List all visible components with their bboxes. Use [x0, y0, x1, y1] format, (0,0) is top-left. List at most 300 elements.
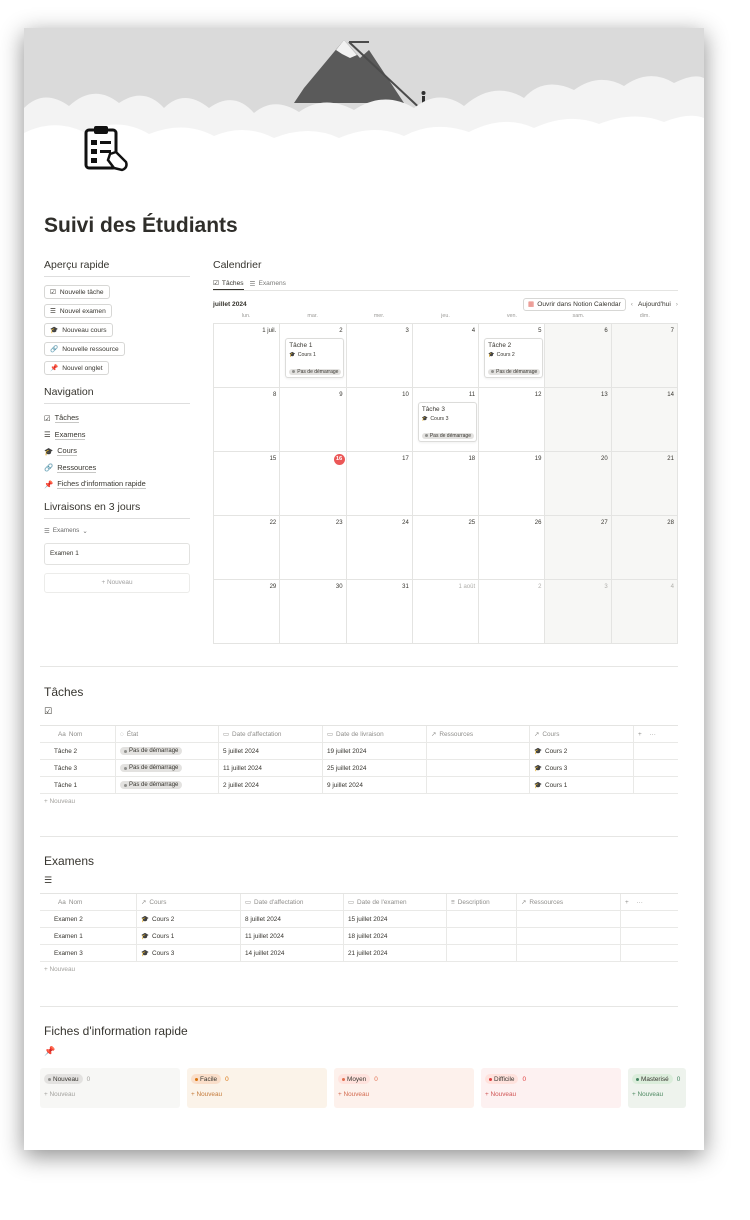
notion-page — [24, 28, 704, 1150]
new-resource-label: Nouvelle ressource — [62, 345, 119, 353]
calendar-day[interactable] — [479, 388, 545, 452]
cell-etat[interactable] — [116, 777, 219, 793]
pin-icon: 📌 — [44, 1046, 56, 1056]
calendar-month: juillet 2024 — [213, 300, 247, 308]
event-course — [422, 416, 473, 422]
status-badge — [120, 747, 182, 755]
new-course-button[interactable] — [44, 323, 113, 337]
day-number: 3 — [604, 584, 608, 590]
new-row-button[interactable]: + Nouveau — [44, 797, 76, 805]
relation-arrow-icon: ↗ — [141, 899, 147, 906]
column-count: 0 — [676, 1075, 681, 1083]
deliveries-view-tab[interactable] — [44, 523, 190, 539]
column-label: Date d'affectation — [254, 898, 304, 906]
examens-heading: Examens — [44, 854, 95, 868]
list-edit-icon: ☰ — [44, 527, 50, 535]
new-card-button[interactable]: + Nouveau — [632, 1091, 664, 1098]
day-number: 4 — [670, 584, 674, 590]
day-number: 19 — [534, 456, 542, 462]
day-number: 8 — [272, 392, 277, 398]
list-edit-icon: ☰ — [249, 280, 256, 288]
table-row[interactable] — [40, 777, 678, 794]
calendar-day[interactable] — [545, 452, 611, 516]
column-label: Date d'affectation — [232, 730, 282, 738]
table-row[interactable] — [40, 760, 678, 777]
tab-label: Tâches — [221, 279, 244, 287]
column-label: Nom — [68, 730, 83, 738]
new-task-button[interactable] — [44, 285, 110, 299]
day-number: 15 — [269, 456, 277, 462]
column-header — [485, 1072, 617, 1086]
calendar-day[interactable] — [413, 452, 479, 516]
calendar-day[interactable] — [214, 324, 280, 388]
tag-dot — [636, 1078, 639, 1081]
cell-cours[interactable] — [530, 760, 634, 776]
column-header-nom[interactable] — [40, 726, 116, 742]
pin-icon: 📌 — [50, 365, 59, 372]
nav-item-cours[interactable] — [44, 443, 190, 460]
title-icon: Aa — [58, 898, 66, 906]
nav-item-label: Fiches d'information rapide — [57, 479, 146, 489]
calendar-day[interactable] — [479, 580, 545, 644]
calendar-day[interactable] — [545, 388, 611, 452]
column-label: État — [126, 730, 139, 738]
day-number: 11 — [468, 392, 476, 398]
new-card-button[interactable]: + Nouveau — [338, 1091, 370, 1098]
column-header-ressources[interactable] — [427, 726, 530, 742]
tag-label: Nouveau — [53, 1075, 79, 1083]
check-square-icon: ☑ — [213, 280, 219, 287]
calendar-day[interactable] — [347, 516, 413, 580]
nav-item-taches[interactable] — [44, 410, 190, 427]
day-number: 31 — [402, 584, 409, 590]
new-row-button[interactable]: + Nouveau — [44, 965, 76, 973]
calendar-heading: Calendrier — [213, 259, 262, 271]
calendar-day[interactable] — [479, 452, 545, 516]
status-label: Pas de démarrage — [129, 748, 179, 754]
day-number: 26 — [534, 520, 542, 526]
nav-item-fiches[interactable] — [44, 476, 190, 493]
event-card-tache-3[interactable] — [418, 402, 477, 442]
open-notion-calendar-button[interactable] — [523, 298, 626, 311]
column-label: Cours — [149, 898, 167, 906]
cell-cours[interactable] — [530, 777, 634, 793]
event-title: Tâche 2 — [488, 342, 512, 349]
check-square-icon: ☑ — [44, 706, 53, 716]
calendar-day[interactable] — [214, 388, 280, 452]
add-column-button[interactable] — [634, 726, 678, 742]
column-header-cours[interactable] — [530, 726, 634, 742]
new-tab-button[interactable] — [44, 361, 109, 375]
day-number: 2 — [339, 328, 343, 334]
divider — [40, 1006, 678, 1007]
delivery-new-button[interactable]: + Nouveau — [44, 573, 190, 593]
day-number: 13 — [601, 392, 608, 398]
check-square-icon: ☑ — [50, 289, 56, 296]
board-column-facile — [187, 1068, 327, 1108]
deliveries-heading: Livraisons en 3 jours — [44, 501, 190, 519]
calendar-day[interactable] — [280, 580, 346, 644]
column-tag[interactable] — [44, 1074, 83, 1084]
cell-cours[interactable] — [137, 911, 241, 927]
column-tag[interactable] — [485, 1074, 518, 1084]
calendar-day[interactable] — [280, 516, 346, 580]
add-column-button[interactable] — [621, 894, 678, 910]
calendar-day[interactable] — [413, 516, 479, 580]
calendar-day[interactable] — [612, 388, 678, 452]
cours-link: Cours 3 — [151, 949, 175, 957]
status-label: Pas de démarrage — [496, 368, 538, 375]
weekday-label: lun. — [241, 313, 251, 319]
column-header — [338, 1072, 470, 1086]
tag-label: Facile — [200, 1075, 218, 1083]
new-card-button[interactable]: + Nouveau — [485, 1091, 517, 1098]
tag-dot — [48, 1078, 51, 1081]
today-button[interactable]: Aujourd'hui — [638, 300, 671, 308]
day-number: 6 — [604, 328, 608, 334]
graduation-cap-icon: 🎓 — [534, 765, 542, 772]
day-number: 18 — [468, 456, 476, 462]
column-tag[interactable] — [632, 1074, 673, 1084]
event-title: Tâche 1 — [289, 342, 313, 349]
calendar-icon: ▭ — [245, 899, 252, 906]
cell-empty — [634, 743, 678, 759]
cours-link: Cours 2 — [151, 915, 175, 923]
calendar-day[interactable] — [413, 388, 479, 452]
new-tab-label: Nouvel onglet — [62, 364, 103, 372]
column-header — [191, 1072, 323, 1086]
calendar-day[interactable] — [545, 580, 611, 644]
column-label: Cours — [542, 730, 560, 738]
column-header-date-affectation[interactable] — [241, 894, 344, 910]
cell-description[interactable] — [447, 911, 517, 927]
status-dot — [292, 370, 295, 373]
event-card-tache-2[interactable] — [484, 338, 543, 378]
cell-nom[interactable]: Tâche 1 — [40, 777, 116, 793]
column-label: Date de l'examen — [357, 898, 407, 906]
cell-etat[interactable] — [116, 760, 219, 776]
cell-nom[interactable]: Examen 3 — [40, 945, 137, 961]
graduation-cap-icon: 🎓 — [534, 748, 542, 755]
fiches-board — [40, 1068, 704, 1108]
new-course-label: Nouveau cours — [62, 326, 107, 334]
calendar-tabs — [213, 277, 678, 291]
day-number: 10 — [402, 392, 409, 398]
plus-icon: + — [625, 898, 629, 906]
tag-dot — [342, 1078, 345, 1081]
status-label: Pas de démarrage — [429, 432, 471, 439]
list-edit-icon: ☰ — [44, 430, 51, 440]
status-badge — [120, 764, 182, 772]
cell-etat[interactable] — [116, 743, 219, 759]
cell-date-affectation[interactable]: 8 juillet 2024 — [241, 911, 344, 927]
check-square-icon: ☑ — [44, 413, 51, 423]
cell-date-livraison[interactable]: 25 juillet 2024 — [323, 760, 427, 776]
calendar-day[interactable] — [347, 452, 413, 516]
cell-date-affectation[interactable]: 11 juillet 2024 — [241, 928, 344, 944]
cell-nom[interactable]: Examen 2 — [40, 911, 137, 927]
cell-date-livraison[interactable]: 9 juillet 2024 — [323, 777, 427, 793]
calendar-day[interactable] — [479, 516, 545, 580]
day-number: 1 juil. — [262, 328, 277, 334]
divider — [40, 666, 678, 667]
cell-ressources[interactable] — [427, 760, 530, 776]
event-course-label: Cours 1 — [297, 352, 316, 358]
day-number: 4 — [471, 328, 476, 334]
status-badge — [488, 369, 540, 375]
tag-dot — [489, 1078, 492, 1081]
calendar-day[interactable] — [612, 452, 678, 516]
day-number: 3 — [405, 328, 409, 334]
plus-icon: + — [638, 730, 642, 738]
nav-item-ressources[interactable] — [44, 460, 190, 477]
cell-date-affectation[interactable]: 14 juillet 2024 — [241, 945, 344, 961]
graduation-cap-icon: 🎓 — [44, 446, 54, 456]
clipboard-icon — [82, 124, 132, 174]
cell-date-examen[interactable]: 18 juillet 2024 — [344, 928, 447, 944]
event-card-tache-1[interactable] — [285, 338, 344, 378]
cell-ressources[interactable] — [517, 945, 621, 961]
calendar-day[interactable] — [479, 324, 545, 388]
column-header — [632, 1072, 682, 1086]
event-course-label: Cours 3 — [430, 416, 449, 422]
weekday-label: mar. — [307, 313, 318, 319]
day-number: 7 — [670, 328, 674, 334]
day-number: 20 — [601, 456, 608, 462]
status-dot — [124, 767, 127, 770]
weekday-label: jeu. — [441, 313, 450, 319]
calendar-day[interactable] — [612, 580, 678, 644]
cell-date-affectation[interactable]: 2 juillet 2024 — [219, 777, 323, 793]
status-icon: ◌ — [120, 730, 124, 738]
more-icon: ··· — [636, 898, 643, 906]
column-label: Ressources — [529, 898, 564, 906]
graduation-cap-icon: 🎓 — [488, 352, 495, 358]
calendar-controls — [523, 298, 678, 311]
calendar-day[interactable] — [413, 580, 479, 644]
calendar-icon: ▦ — [528, 301, 535, 308]
cell-date-affectation[interactable]: 5 juillet 2024 — [219, 743, 323, 759]
cell-ressources[interactable] — [427, 743, 530, 759]
more-icon: ··· — [649, 730, 656, 738]
cell-cours[interactable] — [137, 945, 241, 961]
calendar-day[interactable] — [612, 516, 678, 580]
column-header-cours[interactable] — [137, 894, 241, 910]
column-count: 0 — [225, 1075, 229, 1083]
graduation-cap-icon: 🎓 — [141, 916, 149, 923]
pin-icon: 📌 — [44, 479, 54, 489]
cell-nom[interactable]: Tâche 2 — [40, 743, 116, 759]
chevron-down-icon: ⌄ — [82, 527, 88, 535]
day-number: 22 — [269, 520, 277, 526]
column-label: Date de livraison — [336, 730, 384, 738]
cours-link: Cours 1 — [544, 781, 568, 789]
fiches-heading: Fiches d'information rapide — [44, 1024, 188, 1038]
column-label: Description — [457, 898, 490, 906]
cell-date-affectation[interactable]: 11 juillet 2024 — [219, 760, 323, 776]
event-course — [289, 352, 340, 358]
cell-date-livraison[interactable]: 19 juillet 2024 — [323, 743, 427, 759]
table-header — [40, 726, 678, 743]
calendar-day[interactable] — [347, 324, 413, 388]
cell-cours[interactable] — [137, 928, 241, 944]
calendar-icon: ▭ — [348, 899, 355, 906]
event-course-label: Cours 2 — [496, 352, 515, 358]
calendar-day[interactable] — [612, 324, 678, 388]
table-row[interactable] — [40, 743, 678, 760]
day-number: 17 — [402, 456, 409, 462]
relation-arrow-icon: ↗ — [521, 899, 527, 906]
list-edit-icon: ☰ — [50, 308, 56, 315]
calendar-toolbar — [213, 295, 678, 313]
cell-cours[interactable] — [530, 743, 634, 759]
table-row[interactable] — [40, 945, 678, 962]
cell-nom[interactable]: Tâche 3 — [40, 760, 116, 776]
column-header-nom[interactable] — [40, 894, 137, 910]
chevron-right-icon[interactable]: › — [675, 300, 678, 308]
new-resource-button[interactable] — [44, 342, 125, 356]
board-column-masterise — [628, 1068, 686, 1108]
delivery-card[interactable]: Examen 1 — [44, 543, 190, 565]
nav-item-label: Tâches — [54, 413, 79, 423]
board-column-moyen — [334, 1068, 474, 1108]
nav-item-examens[interactable] — [44, 427, 190, 444]
board-column-nouveau — [40, 1068, 180, 1108]
graduation-cap-icon: 🎓 — [421, 416, 429, 422]
deliveries-tab-label: Examens — [52, 527, 80, 534]
day-number: 9 — [339, 392, 343, 398]
calendar-day[interactable] — [413, 324, 479, 388]
weekday-label: dim. — [639, 313, 650, 319]
column-label: Ressources — [439, 730, 474, 738]
column-header-date-livraison[interactable] — [323, 726, 427, 742]
column-header-ressources[interactable] — [517, 894, 621, 910]
calendar-icon: ▭ — [327, 731, 334, 738]
graduation-cap-icon: 🎓 — [141, 950, 149, 957]
cell-empty — [634, 777, 678, 793]
calendar-day[interactable] — [545, 324, 611, 388]
column-header-description[interactable] — [447, 894, 517, 910]
tab-taches[interactable] — [213, 277, 244, 290]
column-header — [44, 1072, 176, 1086]
nav-item-label: Ressources — [57, 462, 97, 472]
tab-examens[interactable] — [250, 277, 286, 290]
status-dot — [425, 434, 428, 437]
open-calendar-label: Ouvrir dans Notion Calendar — [537, 300, 621, 308]
cell-ressources[interactable] — [517, 928, 621, 944]
new-card-button[interactable]: + Nouveau — [191, 1091, 223, 1098]
link-icon: 🔗 — [44, 463, 54, 473]
cours-link: Cours 2 — [544, 747, 568, 755]
status-badge — [422, 433, 474, 439]
new-card-button[interactable]: + Nouveau — [44, 1091, 76, 1098]
weekday-label: sam. — [572, 313, 585, 319]
cell-date-examen[interactable]: 21 juillet 2024 — [344, 945, 447, 961]
nav-item-label: Examens — [54, 429, 86, 439]
cell-description[interactable] — [447, 945, 517, 961]
column-label: Nom — [68, 898, 83, 906]
cell-nom[interactable]: Examen 1 — [40, 928, 137, 944]
cell-date-examen[interactable]: 15 juillet 2024 — [344, 911, 447, 927]
status-badge — [120, 781, 182, 789]
event-course — [488, 352, 539, 358]
taches-table — [40, 725, 678, 808]
calendar-day[interactable] — [214, 516, 280, 580]
calendar-day[interactable] — [214, 452, 280, 516]
navigation-heading: Navigation — [44, 386, 190, 404]
status-label: Pas de démarrage — [129, 765, 179, 771]
day-number: 5 — [538, 328, 542, 334]
column-header-date-examen[interactable] — [344, 894, 447, 910]
cell-empty — [621, 928, 678, 944]
calendar-day[interactable] — [214, 580, 280, 644]
new-exam-button[interactable] — [44, 304, 112, 318]
day-number: 23 — [335, 520, 343, 526]
event-title: Tâche 3 — [421, 406, 445, 413]
page-title: Suivi des Étudiants — [44, 214, 238, 237]
day-number: 1 août — [458, 584, 476, 590]
examens-table — [40, 893, 678, 976]
tag-label: Difficile — [494, 1075, 515, 1083]
day-number: 25 — [468, 520, 476, 526]
list-edit-icon: ☰ — [44, 875, 53, 885]
status-dot — [124, 784, 127, 787]
day-number: 29 — [269, 584, 277, 590]
cell-description[interactable] — [447, 928, 517, 944]
status-label: Pas de démarrage — [129, 782, 179, 788]
divider — [40, 836, 678, 837]
quick-overview-heading: Aperçu rapide — [44, 259, 190, 277]
day-number: 30 — [335, 584, 343, 590]
table-row[interactable] — [40, 911, 678, 928]
calendar-day[interactable] — [280, 324, 346, 388]
status-label: Pas de démarrage — [297, 368, 339, 375]
chevron-left-icon[interactable]: ‹ — [630, 300, 633, 308]
column-tag[interactable] — [191, 1074, 221, 1084]
table-header — [40, 894, 678, 911]
calendar-day[interactable] — [347, 580, 413, 644]
column-header-date-affectation[interactable] — [219, 726, 323, 742]
calendar-grid — [213, 323, 678, 644]
graduation-cap-icon: 🎓 — [289, 352, 296, 358]
column-count: 0 — [86, 1075, 91, 1083]
calendar-day[interactable] — [545, 516, 611, 580]
taches-heading: Tâches — [44, 685, 84, 699]
cell-ressources[interactable] — [517, 911, 621, 927]
table-row[interactable] — [40, 928, 678, 945]
day-number: 14 — [667, 392, 674, 398]
day-number: 27 — [601, 520, 608, 526]
relation-arrow-icon: ↗ — [534, 731, 540, 738]
cell-ressources[interactable] — [427, 777, 530, 793]
calendar-day[interactable] — [347, 388, 413, 452]
calendar-day[interactable] — [280, 388, 346, 452]
cell-empty — [634, 760, 678, 776]
column-tag[interactable] — [338, 1074, 370, 1084]
text-lines-icon: ≡ — [451, 898, 455, 906]
calendar-day-today[interactable] — [280, 452, 346, 516]
tab-label: Examens — [258, 280, 286, 287]
weekday-label: mer. — [373, 313, 385, 319]
quick-buttons — [44, 285, 190, 380]
new-exam-label: Nouvel examen — [59, 307, 106, 315]
weekday-header — [213, 313, 678, 323]
title-icon: Aa — [58, 730, 66, 738]
column-count: 0 — [522, 1075, 527, 1083]
status-badge — [289, 369, 341, 375]
column-header-etat[interactable] — [116, 726, 219, 742]
left-column — [44, 259, 190, 593]
